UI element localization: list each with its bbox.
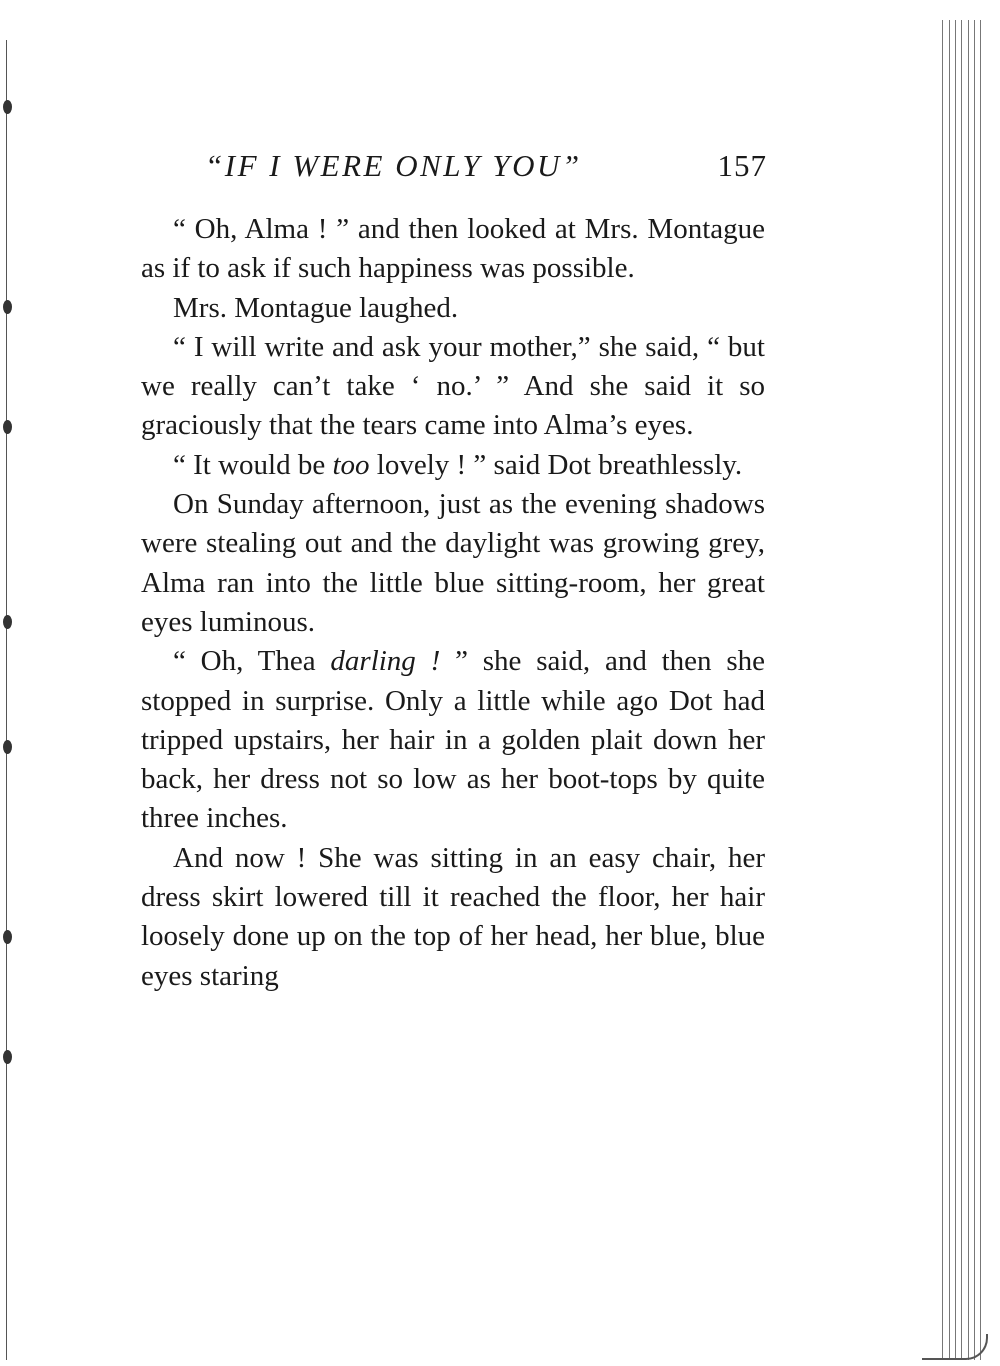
- italic-text: too: [332, 448, 370, 481]
- text-run: “ I will write and ask your mother,” she said, “ but we really can’t take ‘ no.’ ” And she said it so graciously that the tears came into Alma’s eyes.: [141, 330, 765, 442]
- paragraph: [141, 289, 765, 328]
- text-run: lovely ! ” said Dot breathlessly.: [369, 448, 743, 481]
- page-edge-curl: [922, 1334, 988, 1360]
- text-run: “ Oh, Thea: [173, 645, 331, 678]
- page-edge-line: [974, 20, 975, 1360]
- paragraph: [141, 485, 765, 642]
- binding-mark: [3, 300, 12, 314]
- paragraph: [141, 210, 765, 289]
- italic-text: darling !: [330, 645, 441, 678]
- page-edge-line: [955, 20, 956, 1360]
- paragraph: [141, 642, 765, 838]
- text-run: Mrs. Montague laughed.: [173, 291, 459, 324]
- text-run: ” she said, and then she stopped in surprise. Only a little while ago Dot had tripped upstairs, her hair in a golden plait down her back, her dress not so low as her boot-tops by quite three inches.: [141, 645, 766, 835]
- text-run: On Sunday afternoon, just as the evening shadows were stealing out and the daylight was growing grey, Alma ran into the little blue sitting-room, her great eyes luminous.: [141, 488, 765, 638]
- page-stack-edges: [942, 20, 986, 1360]
- page-number: 157: [717, 148, 767, 183]
- running-head: “IF I WERE ONLY YOU”: [205, 148, 582, 183]
- page-edge-line: [949, 20, 950, 1360]
- text-run: “ It would be: [173, 448, 333, 481]
- page-edge-line: [980, 20, 981, 1360]
- paragraph: [141, 839, 765, 996]
- body-text: [141, 210, 765, 996]
- binding-mark: [3, 1050, 12, 1064]
- binding-mark: [3, 420, 12, 434]
- binding-edge: [6, 40, 10, 1360]
- page-header: [205, 148, 767, 192]
- paragraph: [141, 446, 765, 485]
- paragraph: [141, 328, 765, 446]
- binding-mark: [3, 100, 12, 114]
- page-edge-line: [968, 20, 969, 1360]
- binding-mark: [3, 615, 12, 629]
- text-run: And now ! She was sitting in an easy chair, her dress skirt lowered till it reached the floor, her hair loosely done up on the top of her head, her blue, blue eyes staring: [141, 841, 765, 992]
- page-edge-line: [942, 20, 943, 1360]
- binding-mark: [3, 740, 12, 754]
- page-edge-line: [961, 20, 962, 1360]
- binding-mark: [3, 930, 12, 944]
- text-run: “ Oh, Alma ! ” and then looked at Mrs. Montague as if to ask if such happiness was possible.: [141, 213, 765, 285]
